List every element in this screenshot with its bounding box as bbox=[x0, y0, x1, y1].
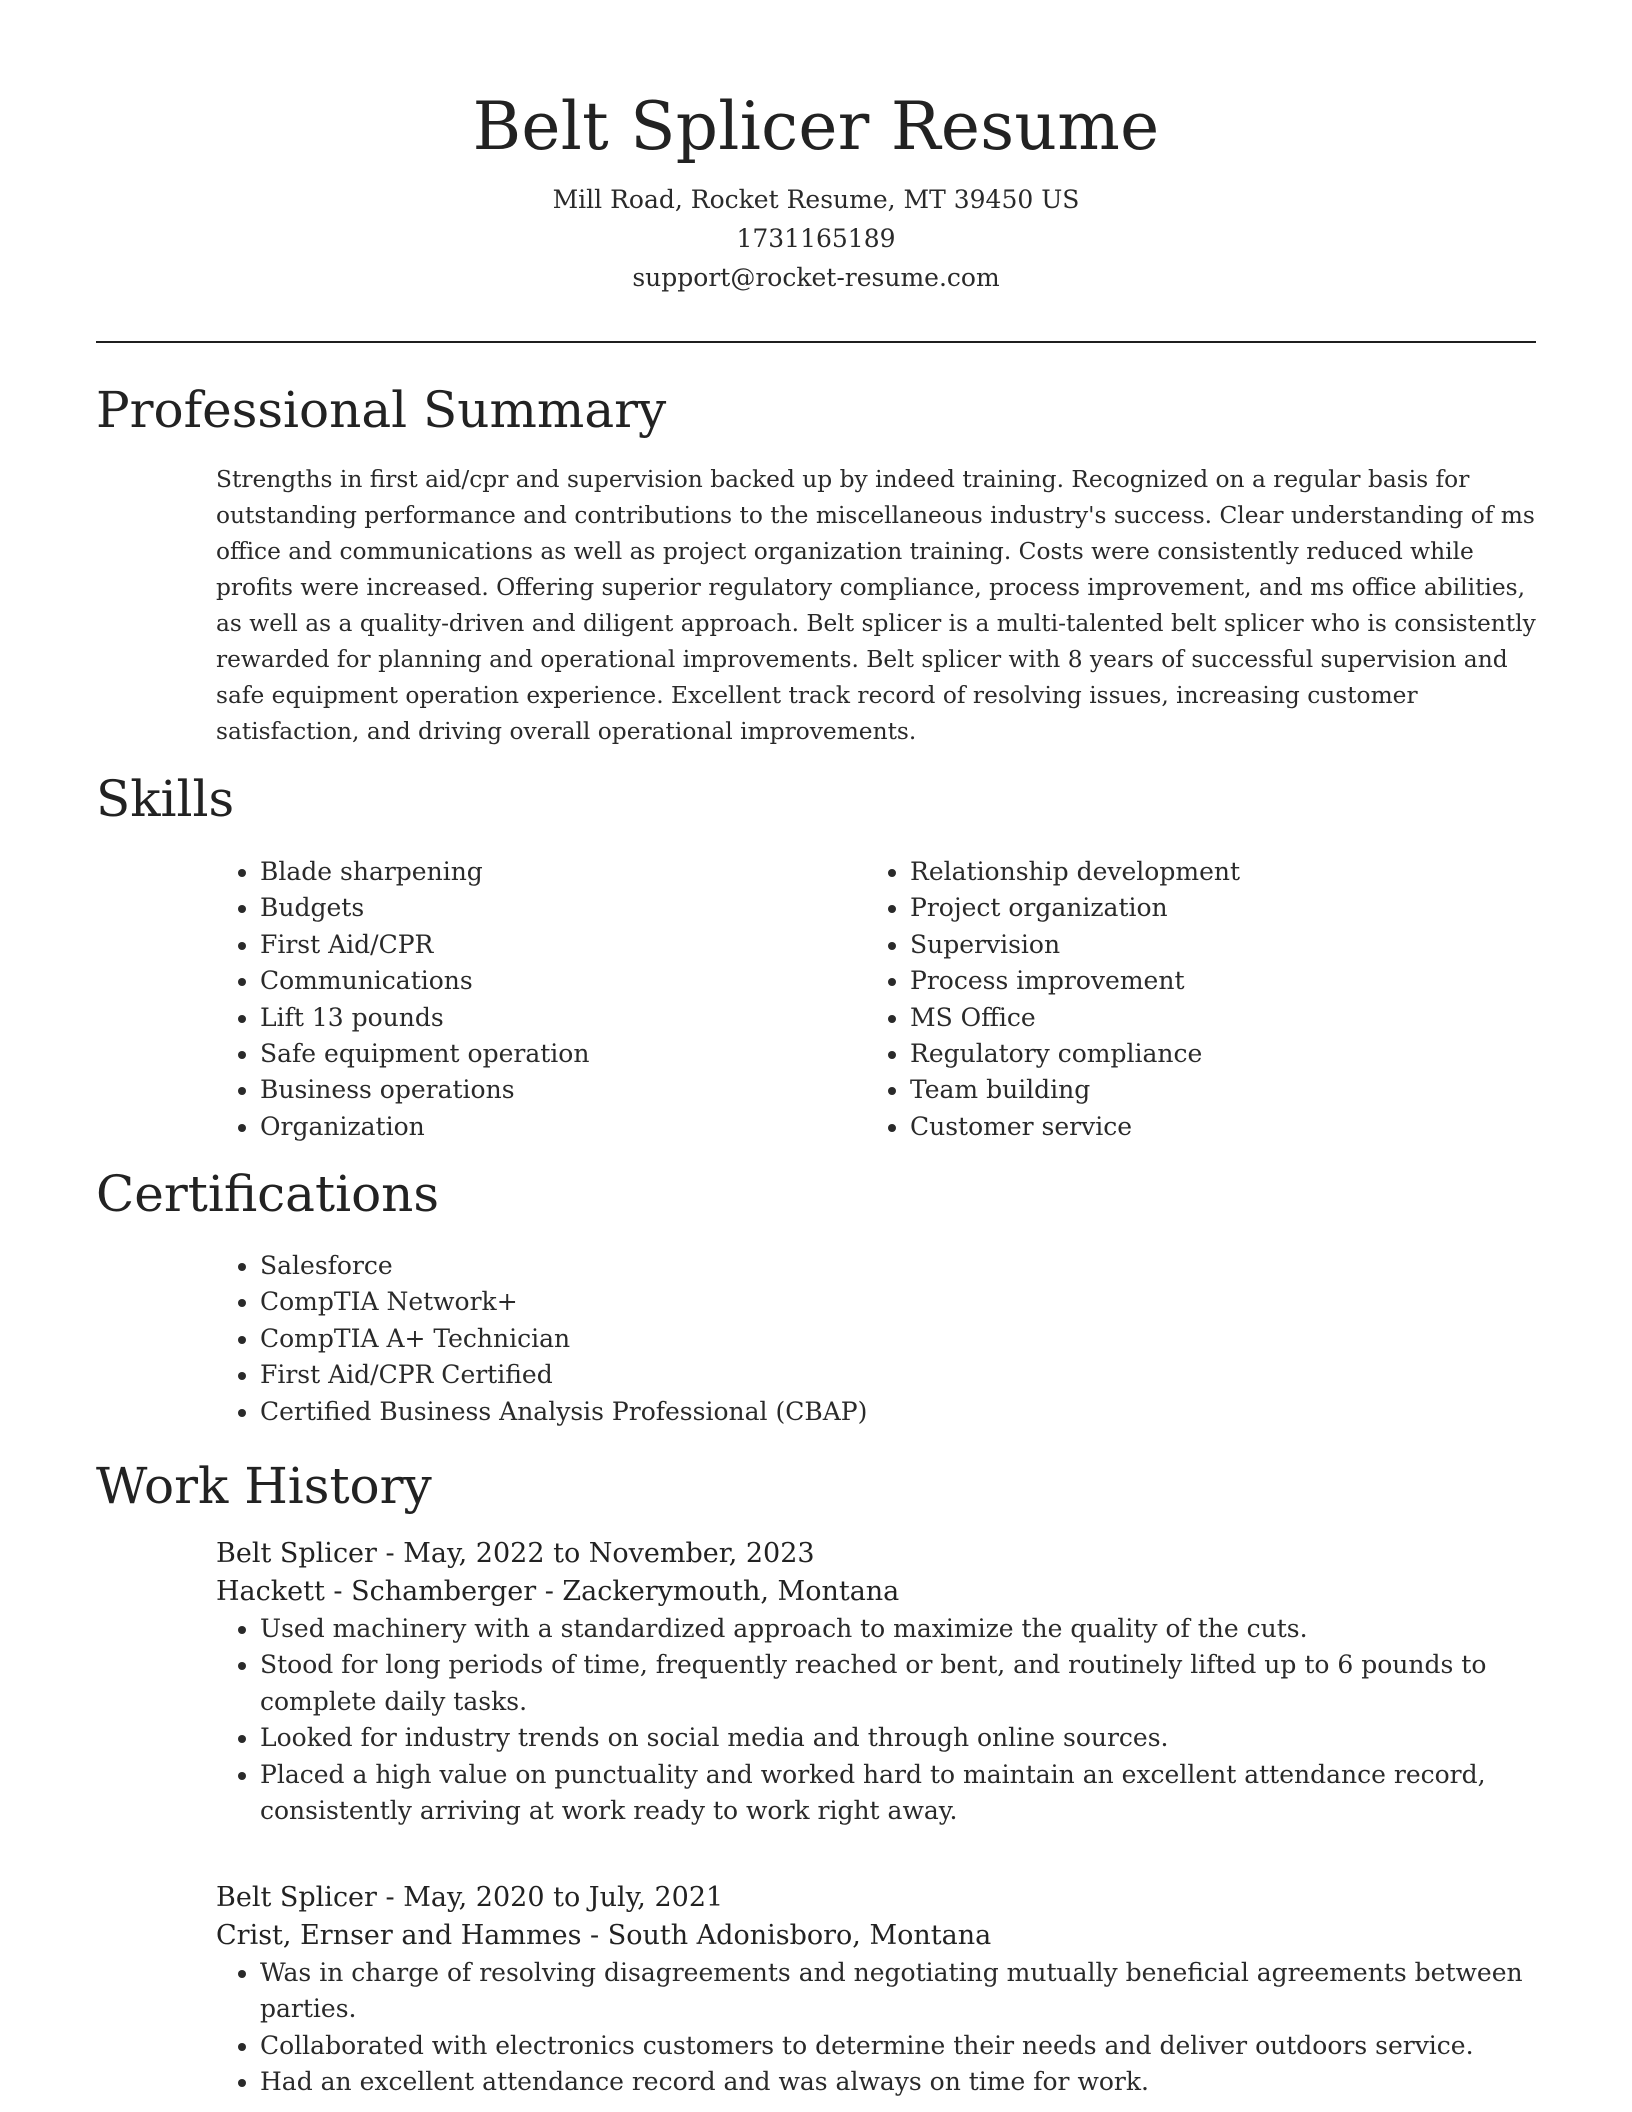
list-item: • Safe equipment operation bbox=[260, 1036, 880, 1072]
job-company-location: Crist, Ernser and Hammes - South Adonisboro, Montana bbox=[216, 1920, 992, 1951]
list-item: • Relationship development bbox=[910, 854, 1570, 890]
list-item: • Certified Business Analysis Professional (CBAP) bbox=[260, 1394, 1560, 1430]
list-item: • Customer service bbox=[910, 1109, 1570, 1145]
skills-heading: Skills bbox=[96, 770, 235, 828]
list-item: • First Aid/CPR bbox=[260, 927, 880, 963]
list-item: • CompTIA Network+ bbox=[260, 1284, 1560, 1320]
list-item: • Salesforce bbox=[260, 1248, 1560, 1284]
contact-phone: 1731165189 bbox=[736, 224, 896, 253]
job-duties-list bbox=[216, 1611, 1536, 1829]
list-item: • Was in charge of resolving disagreements and negotiating mutually beneficial agreements between parties. bbox=[260, 1955, 1536, 2028]
list-item: • Organization bbox=[260, 1109, 880, 1145]
summary-heading: Professional Summary bbox=[96, 381, 667, 439]
list-item: • Project organization bbox=[910, 890, 1570, 926]
list-item: • Lift 13 pounds bbox=[260, 1000, 880, 1036]
skills-list-right bbox=[866, 854, 1570, 1145]
contact-email: support@rocket-resume.com bbox=[632, 263, 1000, 292]
contact-address: Mill Road, Rocket Resume, MT 39450 US bbox=[552, 185, 1080, 214]
list-item: • Process improvement bbox=[910, 963, 1570, 999]
list-item: • Collaborated with electronics customers to determine their needs and deliver outdoors service. bbox=[260, 2028, 1536, 2064]
certifications-heading: Certifications bbox=[96, 1165, 440, 1223]
job-entry bbox=[216, 1879, 1536, 2101]
contact-info bbox=[0, 180, 1632, 297]
list-item: • Stood for long periods of time, frequently reached or bent, and routinely lifted up to 6 pounds to complete daily tasks. bbox=[260, 1647, 1536, 1720]
list-item: • CompTIA A+ Technician bbox=[260, 1321, 1560, 1357]
list-item: • Regulatory compliance bbox=[910, 1036, 1570, 1072]
job-duties-list bbox=[216, 1955, 1536, 2101]
list-item: • Had an excellent attendance record and was always on time for work. bbox=[260, 2064, 1536, 2100]
job-entry bbox=[216, 1535, 1536, 1829]
resume-header bbox=[0, 82, 1632, 297]
work-history-heading: Work History bbox=[96, 1457, 432, 1515]
list-item: • MS Office bbox=[910, 1000, 1570, 1036]
job-title-dates: Belt Splicer - May, 2022 to November, 2023 bbox=[216, 1538, 815, 1569]
list-item: • Looked for industry trends on social media and through online sources. bbox=[260, 1720, 1536, 1756]
list-item: • Supervision bbox=[910, 927, 1570, 963]
list-item: • Used machinery with a standardized approach to maximize the quality of the cuts. bbox=[260, 1611, 1536, 1647]
summary-text: Strengths in first aid/cpr and supervision backed up by indeed training. Recognized on a regular basis for outstanding performance and contributions to the miscellaneous industry's success. Clear understanding of ms office and communications as well as project organization training. Costs were consistently reduced while profits were increased. Offering superior regulatory compliance, process improvement, and ms office abilities, as well as a quality-driven and diligent approach. Belt splicer is a multi-talented belt splicer who is consistently rewarded for planning and operational improvements. Belt splicer with 8 years of successful supervision and safe equipment operation experience. Excellent track record of resolving issues, increasing customer satisfaction, and driving overall operational improvements. bbox=[216, 466, 1536, 745]
list-item: • First Aid/CPR Certified bbox=[260, 1357, 1560, 1393]
resume-title: Belt Splicer Resume bbox=[472, 88, 1160, 165]
job-title-dates: Belt Splicer - May, 2020 to July, 2021 bbox=[216, 1882, 724, 1913]
list-item: • Budgets bbox=[260, 890, 880, 926]
list-item: • Business operations bbox=[260, 1072, 880, 1108]
list-item: • Team building bbox=[910, 1072, 1570, 1108]
job-company-location: Hackett - Schamberger - Zackerymouth, Montana bbox=[216, 1576, 900, 1607]
list-item: • Communications bbox=[260, 963, 880, 999]
list-item: • Placed a high value on punctuality and worked hard to maintain an excellent attendance record, consistently arriving at work ready to work right away. bbox=[260, 1757, 1536, 1830]
skills-list-left bbox=[216, 854, 880, 1145]
header-divider bbox=[96, 341, 1536, 343]
list-item: • Blade sharpening bbox=[260, 854, 880, 890]
certifications-list bbox=[216, 1248, 1560, 1430]
